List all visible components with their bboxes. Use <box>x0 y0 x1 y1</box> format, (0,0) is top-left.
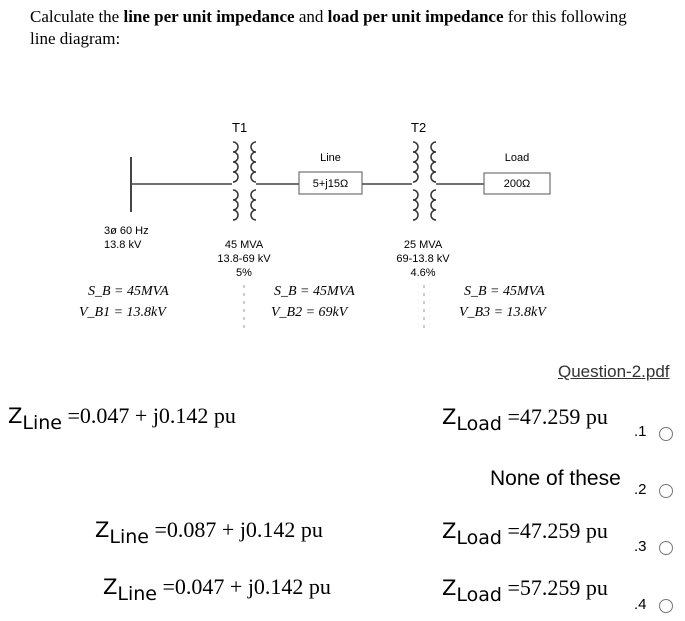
transformer-t1-symbol <box>233 142 256 220</box>
line-impedance-value: =0.047 + j0.142 pu <box>67 403 236 428</box>
zone3-base-power: S_B = 45MVA <box>464 284 545 299</box>
z-subscript: Line <box>109 526 149 548</box>
transformer-t2-symbol <box>413 142 436 220</box>
z-subscript: Load <box>456 413 502 435</box>
load-impedance-value: =47.259 pu <box>507 518 608 543</box>
z-symbol: Z <box>442 405 457 429</box>
z-symbol: Z <box>8 404 23 428</box>
z-subscript: Load <box>456 584 502 606</box>
t1-label: T1 <box>232 120 248 135</box>
zone1-base-power: S_B = 45MVA <box>88 284 169 299</box>
option-number: .4 <box>634 596 647 613</box>
answer-option-1[interactable] <box>442 404 608 435</box>
z-symbol: Z <box>103 575 118 599</box>
t2-rating: 25 MVA <box>403 239 443 251</box>
zone3-base-voltage: V_B3 = 13.8kV <box>459 305 546 320</box>
zone1-base-voltage: V_B1 = 13.8kV <box>79 305 166 320</box>
t1-impedance: 5% <box>236 267 252 279</box>
source-spec <box>104 224 164 252</box>
line-impedance-value: 5+j15Ω <box>312 178 349 190</box>
z-subscript: Load <box>456 527 502 549</box>
load-impedance-value: 200Ω <box>503 178 531 190</box>
radio-option-3[interactable] <box>659 541 673 555</box>
line-impedance-option-3 <box>103 574 331 605</box>
zone2-base-power: S_B = 45MVA <box>274 284 355 299</box>
t2-label: T2 <box>411 120 427 135</box>
question-bold-load-impedance: load per unit impedance <box>327 7 504 26</box>
line-impedance-option-2 <box>95 517 323 548</box>
z-symbol: Z <box>442 576 457 600</box>
z-symbol: Z <box>442 519 457 543</box>
question-bold-line-impedance: line per unit impedance <box>123 7 295 26</box>
z-symbol: Z <box>95 518 110 542</box>
option-number: .3 <box>634 538 647 555</box>
question-pdf-link[interactable]: Question-2.pdf <box>558 362 670 381</box>
line-impedance-option-1 <box>8 403 236 434</box>
t1-spec <box>205 238 283 280</box>
t1-rating: 45 MVA <box>224 239 264 251</box>
load-impedance-value: =57.259 pu <box>507 575 608 600</box>
load-label: Load <box>504 152 530 164</box>
question-text-part: Calculate the <box>30 7 124 26</box>
radio-option-4[interactable] <box>659 599 673 613</box>
z-subscript: Line <box>22 412 62 434</box>
radio-option-1[interactable] <box>659 427 673 441</box>
question-text-part: for this following line diagram: <box>30 7 627 48</box>
load-impedance-value: =47.259 pu <box>507 404 608 429</box>
line-label: Line <box>320 152 341 164</box>
t2-impedance: 4.6% <box>410 267 436 279</box>
source-voltage: 13.8 kV <box>104 239 142 251</box>
source-frequency: 3ø 60 Hz <box>104 225 149 237</box>
option-number: .2 <box>634 481 647 498</box>
line-impedance-value: =0.047 + j0.142 pu <box>162 574 331 599</box>
t1-voltage: 13.8-69 kV <box>217 253 271 265</box>
question-text-part: and <box>294 7 328 26</box>
radio-option-2[interactable] <box>659 484 673 498</box>
answer-option-2-text[interactable]: None of these <box>490 467 621 490</box>
answer-option-4[interactable] <box>442 575 608 606</box>
answer-option-3[interactable] <box>442 518 608 549</box>
option-number: .1 <box>634 423 647 440</box>
z-subscript: Line <box>117 583 157 605</box>
t2-spec <box>384 238 462 280</box>
t2-voltage: 69-13.8 kV <box>396 253 450 265</box>
zone2-base-voltage: V_B2 = 69kV <box>271 305 348 320</box>
line-impedance-value: =0.087 + j0.142 pu <box>154 517 323 542</box>
